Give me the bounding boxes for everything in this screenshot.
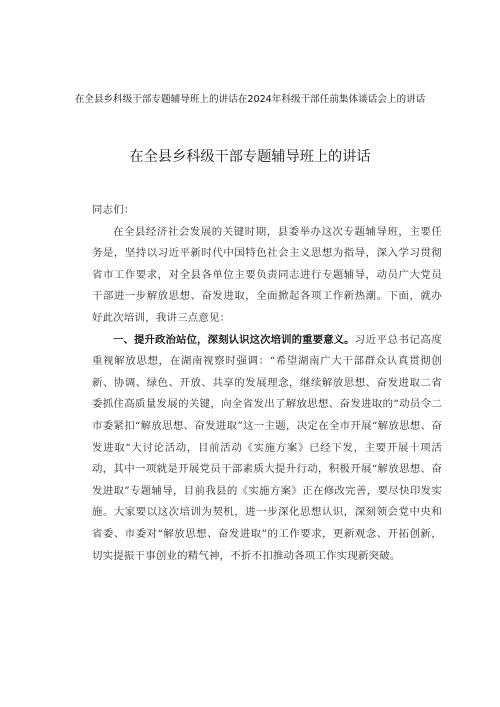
document-header-line: 在全县乡科级干部专题辅导班上的讲话在2024年科级干部任前集体谈话会上的讲话 [74, 94, 426, 105]
paragraph-section-1 [92, 330, 442, 568]
document-body [92, 200, 442, 567]
section-heading-1: 一、提升政治站位，深刻认识这次培训的重要意义。 [113, 333, 355, 346]
paragraph-intro: 在全县经济社会发展的关键时期，县委举办这次专题辅导班，主要任务是，坚持以习近平新时代中国特色社会主义思想为指导，深入学习贯彻省市工作要求，对全县各单位主要负责同志进行专题辅导，动员广大党员干部进一步解放思想、奋发进取，全面掀起各项工作新热潮。下面，就办好此次培训，我讲三点意见： [92, 225, 442, 324]
section-body-1: 习近平总书记高度重视解放思想，在湖南视察时强调：“希望湖南广大干部群众认真贯彻创新、协调、绿色、开放、共享的发展理念，继续解放思想、奋发进取二省委抓住高质量发展的关键，向全省发出了解放思想、奋发进取的“动员令二市委紧扣“解放思想、奋发进取”这一主题，决定在全市开展“解放思想、奋发进取“大讨论活动，目前活动《实施方案》已经下发，主要开展十项活动，其中一项就是开展党员干部素质大提升行动，积极开展“解放思想、奋发进取”专题辅导，目前我县的《实施方案》正在修改完善，要尽快印发实施。大家要以这次培训为契机，进一步深化思想认识，深刻领会党中央和省委、市委对“解放思想、奋发进取”的工作要求，更新观念、开拓创新，切实提振干事创业的精气神，不折不扣推动各项工作实现新突破。 [92, 333, 442, 562]
document-title: 在全县乡科级干部专题辅导班上的讲话 [129, 149, 371, 165]
greeting: 同志们： [92, 204, 135, 216]
